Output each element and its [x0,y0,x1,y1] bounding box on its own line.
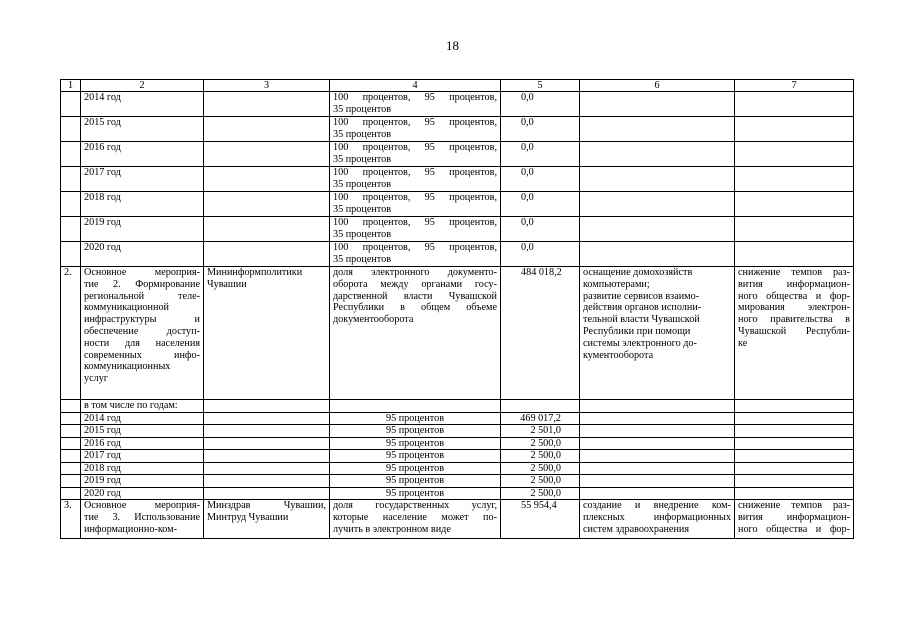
indicator-cell [330,117,501,142]
measure-indicator-line: документооборота [333,314,414,326]
result-cell [580,217,735,242]
result-cell [580,412,735,425]
indicator-cell [330,217,501,242]
col-num-4: 4 [330,80,501,92]
executor-cell [204,487,330,500]
year-cell: 2020 год [81,242,204,267]
result-cell [580,450,735,463]
result-cell [580,425,735,438]
row-number-cell [61,242,81,267]
measure-executor-line: Минтруд Чувашии [207,511,289,523]
result-cell [580,117,735,142]
executor-cell [204,192,330,217]
executor-cell [204,437,330,450]
indicator-line: 100 процентов, 95 процентов, [333,192,497,203]
table-row [61,437,854,450]
amount-cell: 2 501,0 [501,425,580,438]
result-cell [580,487,735,500]
year-cell: 2016 год [81,142,204,167]
executor-cell [204,425,330,438]
result-cell [580,242,735,267]
risk-cell [735,92,854,117]
row-number-cell [61,462,81,475]
col-num-3: 3 [204,80,330,92]
measure-risk [735,267,854,400]
row-number-cell [61,192,81,217]
measure-result-line: систем здравоохранения [583,523,690,535]
measure-result-line: создание и внедрение ком- [583,500,731,511]
measure-result-line: плексных информационных [583,511,731,523]
measure-result-line: развитие сервисов взаимо- [583,290,700,302]
table-row [61,142,854,167]
by-years-row [61,400,854,413]
risk-cell [735,217,854,242]
measure-row [61,500,854,539]
indicator-cell: 95 процентов [330,412,501,425]
row-number-cell [61,400,81,413]
measure-name [81,267,204,400]
measure-name-line: информационно-ком- [84,523,177,535]
amount-cell: 2 500,0 [501,475,580,488]
table-row [61,462,854,475]
result-cell [580,475,735,488]
measure-risk-line: снижение темпов раз- [738,267,850,278]
table-row [61,450,854,463]
measure-executor [204,267,330,400]
executor-cell [204,242,330,267]
indicator-line: 100 процентов, 95 процентов, [333,142,497,153]
row-number-cell [61,142,81,167]
amount-cell: 2 500,0 [501,462,580,475]
indicator-cell: 95 процентов [330,487,501,500]
empty-cell [501,400,580,413]
table-row [61,242,854,267]
row-number-cell [61,217,81,242]
col-num-1: 1 [61,80,81,92]
empty-cell [735,400,854,413]
measure-result-line: компьютерами; [583,278,650,290]
measure-risk-line: вития информацион- [738,511,850,523]
result-cell [580,462,735,475]
col-num-5: 5 [501,80,580,92]
table-row [61,412,854,425]
result-cell [580,142,735,167]
measure-indicator [330,500,501,539]
year-cell: 2017 год [81,450,204,463]
row-number-cell [61,437,81,450]
measure-name-line: коммуникационной [84,302,169,314]
table-row [61,487,854,500]
indicator-cell [330,92,501,117]
year-cell: 2020 год [81,487,204,500]
measure-risk-line: ке [738,337,748,349]
table-row [61,217,854,242]
measure-risk [735,500,854,539]
risk-cell [735,462,854,475]
indicator-cell [330,167,501,192]
amount-cell: 2 500,0 [501,487,580,500]
measure-amount: 55 954,4 [501,500,580,539]
measure-risk-line: ного общества и фор- [738,290,850,302]
measure-risk-line: снижение темпов раз- [738,500,850,511]
col-num-7: 7 [735,80,854,92]
measure-indicator-line: Республики в общем объеме [333,302,497,314]
year-cell: 2019 год [81,217,204,242]
risk-cell [735,450,854,463]
empty-cell [580,400,735,413]
measure-name-line: тие 2. Формирование [84,278,200,290]
table-row [61,117,854,142]
executor-cell [204,450,330,463]
measure-risk-line: Чувашской Республи- [738,325,850,337]
executor-cell [204,142,330,167]
measure-executor-line: Минздрав Чувашии, [207,500,326,511]
empty-cell [204,400,330,413]
column-number-row [61,80,854,92]
amount-cell: 469 017,2 [501,412,580,425]
year-cell: 2015 год [81,117,204,142]
measure-name-line: обеспечение доступ- [84,325,200,337]
indicator-line: 100 процентов, 95 процентов, [333,117,497,128]
measure-result-line: оснащение домохозяйств [583,267,693,278]
amount-cell: 0,0 [501,192,580,217]
amount-cell: 0,0 [501,117,580,142]
result-cell [580,167,735,192]
indicator-line: 100 процентов, 95 процентов, [333,92,497,103]
measures-table [60,79,854,539]
risk-cell [735,192,854,217]
amount-cell: 0,0 [501,242,580,267]
indicator-cell: 95 процентов [330,450,501,463]
risk-cell [735,475,854,488]
col-num-2: 2 [81,80,204,92]
row-number-cell [61,487,81,500]
measure-executor-line: Мининформполитики [207,267,303,278]
measure-name-line: региональной теле- [84,290,200,302]
measure-indicator-line: лучить в электронном виде [333,523,451,535]
executor-cell [204,475,330,488]
measure-risk-line: мирования электрон- [738,302,850,314]
empty-cell [330,400,501,413]
table-row [61,425,854,438]
indicator-line: 35 процентов [333,203,392,215]
measure-risk-line: ного правительства в [738,314,850,326]
executor-cell [204,117,330,142]
measure-number: 2. [61,267,81,400]
result-cell [580,437,735,450]
table-row [61,92,854,117]
measure-result [580,500,735,539]
indicator-cell [330,192,501,217]
measure-name-line: Основное мероприя- [84,500,200,511]
measure-name-line: Основное мероприя- [84,267,200,278]
indicator-cell: 95 процентов [330,475,501,488]
measure-number: 3. [61,500,81,539]
year-cell: 2016 год [81,437,204,450]
indicator-line: 100 процентов, 95 процентов, [333,167,497,178]
executor-cell [204,92,330,117]
measure-risk-line: ного общества и фор- [738,523,850,535]
risk-cell [735,142,854,167]
year-cell: 2019 год [81,475,204,488]
measure-amount: 484 018,2 [501,267,580,400]
indicator-cell [330,242,501,267]
indicator-line: 35 процентов [333,228,392,240]
row-number-cell [61,450,81,463]
measure-indicator-line: доля электронного документо- [333,267,497,278]
executor-cell [204,217,330,242]
measure-indicator [330,267,501,400]
amount-cell: 2 500,0 [501,437,580,450]
risk-cell [735,167,854,192]
measure-executor [204,500,330,539]
measure-result-line: кументооборота [583,349,654,361]
indicator-line: 100 процентов, 95 процентов, [333,242,497,253]
executor-cell [204,462,330,475]
indicator-cell: 95 процентов [330,462,501,475]
risk-cell [735,487,854,500]
row-number-cell [61,412,81,425]
year-cell: 2018 год [81,462,204,475]
measure-name [81,500,204,539]
indicator-line: 35 процентов [333,103,392,115]
amount-cell: 0,0 [501,92,580,117]
indicator-cell: 95 процентов [330,437,501,450]
executor-cell [204,167,330,192]
risk-cell [735,437,854,450]
row-number-cell [61,117,81,142]
year-cell: 2018 год [81,192,204,217]
indicator-line: 35 процентов [333,128,392,140]
measure-executor-line: Чувашии [207,278,247,290]
page-number: 18 [446,38,459,53]
indicator-line: 35 процентов [333,178,392,190]
measure-name-line: коммуникационных [84,361,171,373]
year-cell: 2014 год [81,92,204,117]
measure-result-line: Республики при помощи [583,325,691,337]
risk-cell [735,412,854,425]
executor-cell [204,412,330,425]
indicator-line: 100 процентов, 95 процентов, [333,217,497,228]
indicator-line: 35 процентов [333,153,392,165]
year-cell: 2014 год [81,412,204,425]
year-cell: 2015 год [81,425,204,438]
risk-cell [735,117,854,142]
row-number-cell [61,92,81,117]
measure-name-line: инфраструктуры и [84,314,200,326]
measure-indicator-line: которые население может по- [333,511,497,523]
measure-indicator-line: доля государственных услуг, [333,500,497,511]
measure-risk-line: вития информацион- [738,278,850,290]
amount-cell: 0,0 [501,217,580,242]
measure-indicator-line: дарственной власти Чувашской [333,290,497,302]
indicator-cell [330,142,501,167]
indicator-cell: 95 процентов [330,425,501,438]
indicator-line: 35 процентов [333,253,392,265]
col-num-6: 6 [580,80,735,92]
amount-cell: 0,0 [501,167,580,192]
amount-cell: 2 500,0 [501,450,580,463]
table-row [61,475,854,488]
measure-result [580,267,735,400]
measure-indicator-line: оборота между органами госу- [333,278,497,290]
measure-name-line: услуг [84,373,108,385]
table-row [61,167,854,192]
measure-name-line: современных инфо- [84,349,200,361]
year-cell: 2017 год [81,167,204,192]
measure-name-line: ности для населения [84,337,200,349]
measure-result-line: тельной власти Чувашской [583,314,700,326]
measure-result-line: действия органов исполни- [583,302,702,314]
amount-cell: 0,0 [501,142,580,167]
risk-cell [735,242,854,267]
measure-name-line: тие 3. Использование [84,511,200,523]
row-number-cell [61,425,81,438]
result-cell [580,192,735,217]
measure-result-line: системы электронного до- [583,337,697,349]
table-row [61,192,854,217]
row-number-cell [61,475,81,488]
by-years-label: в том числе по годам: [81,400,204,413]
risk-cell [735,425,854,438]
row-number-cell [61,167,81,192]
measure-row [61,267,854,400]
result-cell [580,92,735,117]
